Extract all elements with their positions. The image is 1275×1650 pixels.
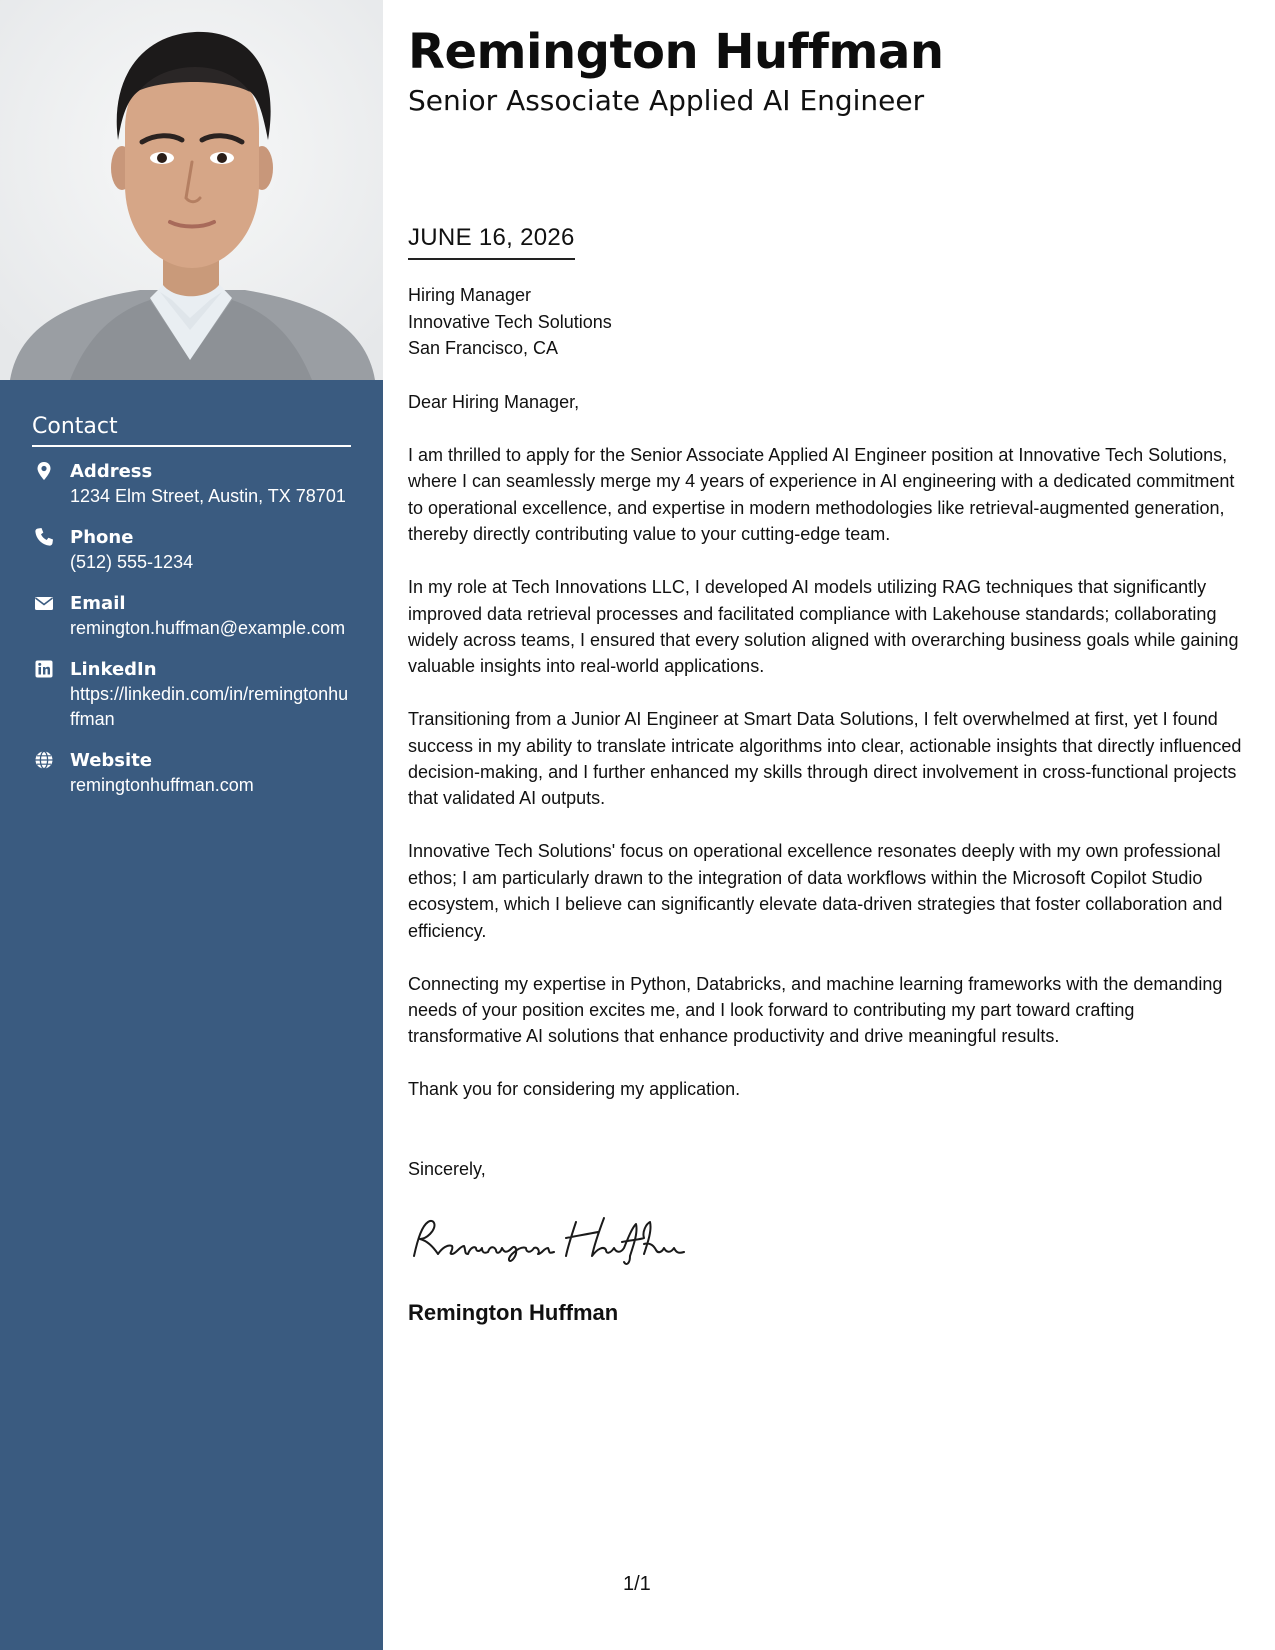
contact-label: Email [70, 593, 126, 614]
applicant-title: Senior Associate Applied AI Engineer [408, 84, 925, 117]
body-paragraph: Innovative Tech Solutions' focus on operational excellence resonates deeply with my own professional ethos; I am particularly drawn to the integration of data workflows within the Microsoft Copilot Studio ecosystem, which I believe can significantly elevate data-driven strategies that foster collaboration and efficiency. [408, 841, 1223, 941]
contact-label: LinkedIn [70, 659, 157, 680]
letter-date: JUNE 16, 2026 [408, 222, 575, 260]
recipient-line: Hiring Manager [408, 285, 532, 305]
linkedin-icon [34, 659, 54, 679]
body-paragraph: In my role at Tech Innovations LLC, I developed AI models utilizing RAG techniques that significantly improved data retrieval processes and facilitated compliance with Lakehouse standards; collaborating widely across teams, I ensured that every solution aligned with overarching business goals while gaining valuable insights into real-world applications. [408, 577, 1239, 677]
globe-icon [34, 750, 54, 770]
salutation: Dear Hiring Manager, [408, 392, 580, 412]
envelope-icon [34, 593, 54, 613]
page-number: 1/1 [623, 1573, 651, 1595]
closing: Sincerely, [408, 1159, 486, 1179]
contact-website [32, 748, 351, 798]
contact-label: Phone [70, 527, 134, 548]
recipient-line: San Francisco, CA [408, 338, 559, 358]
phone-icon [34, 527, 54, 547]
sidebar [0, 0, 383, 1650]
body-paragraph: Transitioning from a Junior AI Engineer at Smart Data Solutions, I felt overwhelmed at first, yet I found success in my ability to translate intricate algorithms into clear, actionable insights that directly influenced decision-making, and I further enhanced my skills through direct involvement in cross-functional projects that validated AI outputs. [408, 709, 1242, 809]
contact-label: Address [70, 461, 153, 482]
body-paragraph: Thank you for considering my application. [408, 1079, 741, 1100]
applicant-name: Remington Huffman [408, 24, 944, 80]
contact-linkedin [32, 657, 351, 732]
portrait-illustration [0, 0, 383, 380]
contact-heading: Contact [32, 412, 351, 447]
linkedin-link[interactable]: https://linkedin.com/in/remingtonhuffman [70, 684, 349, 729]
body-paragraph: I am thrilled to apply for the Senior Associate Applied AI Engineer position at Innovative Tech Solutions, where I can seamlessly merge my 4 years of experience in AI engineering with a dedicated commitment to operational excellence, and expertise in modern methodologies like retrieval-augmented generation, thereby directly contributing value to your cutting-edge team. [408, 445, 1235, 545]
profile-photo [0, 0, 383, 380]
contact-label: Website [70, 750, 153, 771]
body-paragraph: Connecting my expertise in Python, Databricks, and machine learning frameworks with the demanding needs of your position excites me, and I look forward to contributing my part toward crafting transformative AI solutions that enhance productivity and drive meaningful results. [408, 973, 1223, 1047]
recipient-block [408, 282, 612, 362]
signer-name: Remington Huffman [408, 1300, 619, 1325]
email-link[interactable]: remington.huffman@example.com [70, 618, 346, 638]
map-pin-icon [34, 461, 54, 481]
recipient-line: Innovative Tech Solutions [408, 311, 612, 332]
letter-body [408, 442, 1250, 1129]
contact-address [32, 459, 351, 509]
contact-section [32, 412, 351, 814]
address-value: 1234 Elm Street, Austin, TX 78701 [70, 486, 346, 506]
contact-email [32, 591, 351, 641]
phone-value[interactable]: (512) 555-1234 [70, 552, 194, 572]
website-link[interactable]: remingtonhuffman.com [70, 775, 254, 795]
contact-phone [32, 525, 351, 575]
handwritten-signature [408, 1208, 708, 1268]
